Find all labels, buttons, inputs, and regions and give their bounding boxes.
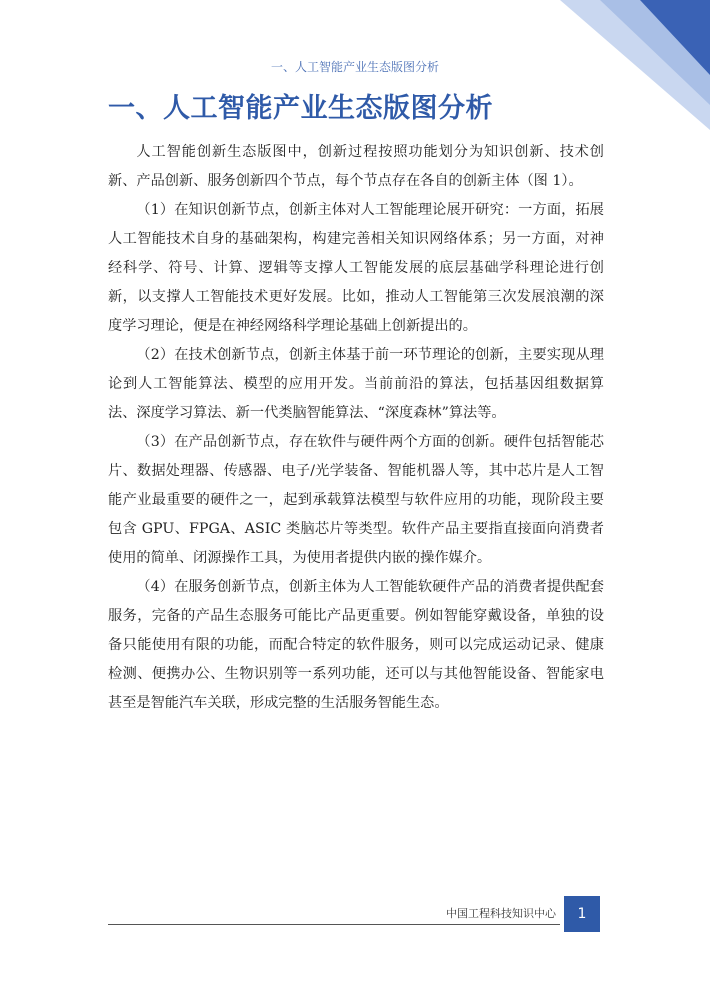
body-text <box>108 138 604 718</box>
paragraph-technology-innovation: （2）在技术创新节点，创新主体基于前一环节理论的创新，主要实现从理论到人工智能算法、模型的应用开发。当前前沿的算法，包括基因组数据算法、深度学习算法、新一代类脑智能算法、“深度森林”算法等。 <box>108 347 604 421</box>
page-title: 一、人工智能产业生态版图分析 <box>108 93 493 124</box>
page-number: 1 <box>564 896 600 932</box>
running-header: 一、人工智能产业生态版图分析 <box>270 60 439 74</box>
footer-organization: 中国工程科技知识中心 <box>446 907 556 920</box>
paragraph-knowledge-innovation: （1）在知识创新节点，创新主体对人工智能理论展开研究：一方面，拓展人工智能技术自身的基础架构，构建完善相关知识网络体系；另一方面，对神经科学、符号、计算、逻辑等支撑人工智能发展的底层基础学科理论进行创新，以支撑人工智能技术更好发展。比如，推动人工智能第三次发展浪潮的深度学习理论，便是在神经网络科学理论基础上创新提出的。 <box>108 202 604 334</box>
paragraph-product-innovation: （3）在产品创新节点，存在软件与硬件两个方面的创新。硬件包括智能芯片、数据处理器、传感器、电子/光学装备、智能机器人等，其中芯片是人工智能产业最重要的硬件之一，起到承载算法模型与软件应用的功能，现阶段主要包含 GPU、FPGA、ASIC 类脑芯片等类型。软件产品主要指直接面向消费者使用的简单、闭源操作工具，为使用者提供内嵌的操作媒介。 <box>108 434 604 566</box>
paragraph-service-innovation: （4）在服务创新节点，创新主体为人工智能软硬件产品的消费者提供配套服务，完备的产品生态服务可能比产品更重要。例如智能穿戴设备，单独的设备只能使用有限的功能，而配合特定的软件服务，则可以完成运动记录、健康检测、便携办公、生物识别等一系列功能，还可以与其他智能设备、智能家电甚至是智能汽车关联，形成完整的生活服务智能生态。 <box>108 579 604 711</box>
paragraph-intro: 人工智能创新生态版图中，创新过程按照功能划分为知识创新、技术创新、产品创新、服务创新四个节点，每个节点存在各自的创新主体（图 1）。 <box>108 144 604 189</box>
footer-divider <box>108 924 560 925</box>
